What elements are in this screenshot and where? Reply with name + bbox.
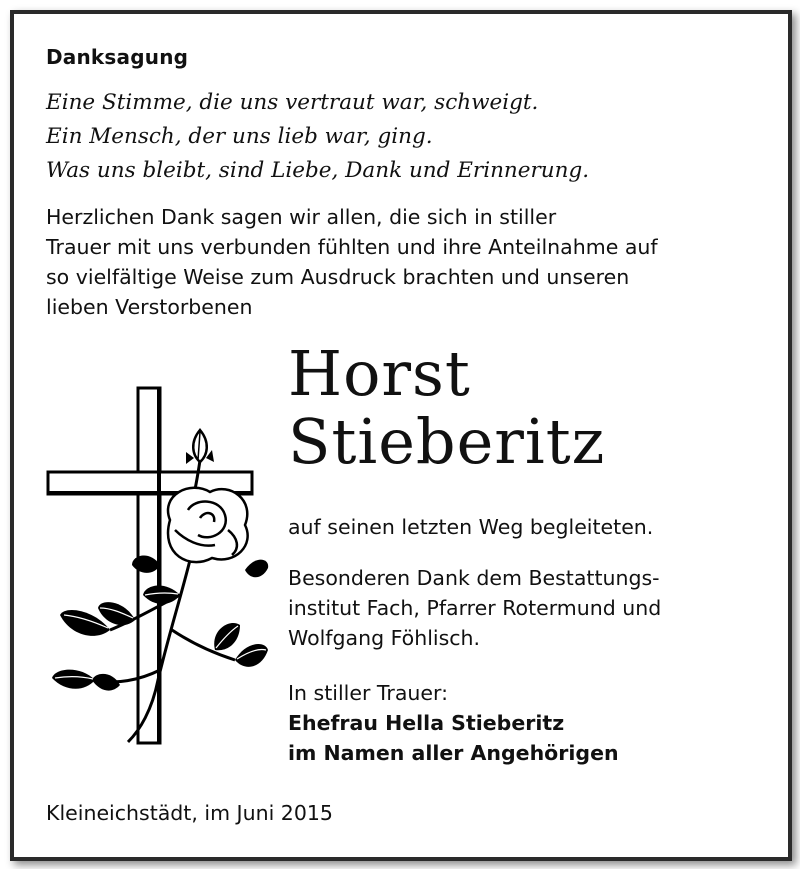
special-thanks bbox=[288, 563, 768, 653]
signer-name: Ehefrau Hella Stieberitz bbox=[288, 711, 565, 735]
family-line: im Namen aller Angehörigen bbox=[288, 741, 619, 765]
poem bbox=[46, 86, 746, 188]
special-thanks-line: institut Fach, Pfarrer Rotermund und bbox=[288, 596, 662, 620]
thanks-line: lieben Verstorbenen bbox=[46, 295, 253, 319]
poem-line: Was uns bleibt, sind Liebe, Dank und Erinnerung. bbox=[46, 158, 590, 183]
cross-with-rose-icon bbox=[40, 380, 270, 750]
thanks-line: Herzlichen Dank sagen wir allen, die sich in stiller bbox=[46, 205, 557, 229]
poem-line: Ein Mensch, der uns lieb war, ging. bbox=[46, 124, 433, 149]
thanks-line: so vielfältige Weise zum Ausdruck brachten und unseren bbox=[46, 265, 630, 289]
deceased-name bbox=[288, 337, 606, 478]
mourning-signature bbox=[288, 678, 768, 768]
special-thanks-line: Wolfgang Föhlisch. bbox=[288, 626, 481, 650]
place-date: Kleineichstädt, im Juni 2015 bbox=[46, 801, 333, 825]
thanks-line: Trauer mit uns verbunden fühlten und ihre Anteilnahme auf bbox=[46, 235, 658, 259]
deceased-first-name: Horst bbox=[288, 337, 471, 410]
accompanied-text bbox=[288, 512, 768, 542]
notice-heading: Danksagung bbox=[46, 45, 189, 69]
poem-line: Eine Stimme, die uns vertraut war, schweigt. bbox=[46, 90, 539, 115]
accompanied-line: auf seinen letzten Weg begleiteten. bbox=[288, 515, 654, 539]
thanks-paragraph bbox=[46, 202, 766, 322]
mourning-label: In stiller Trauer: bbox=[288, 681, 448, 705]
special-thanks-line: Besonderen Dank dem Bestattungs- bbox=[288, 566, 660, 590]
deceased-last-name: Stieberitz bbox=[288, 405, 606, 478]
